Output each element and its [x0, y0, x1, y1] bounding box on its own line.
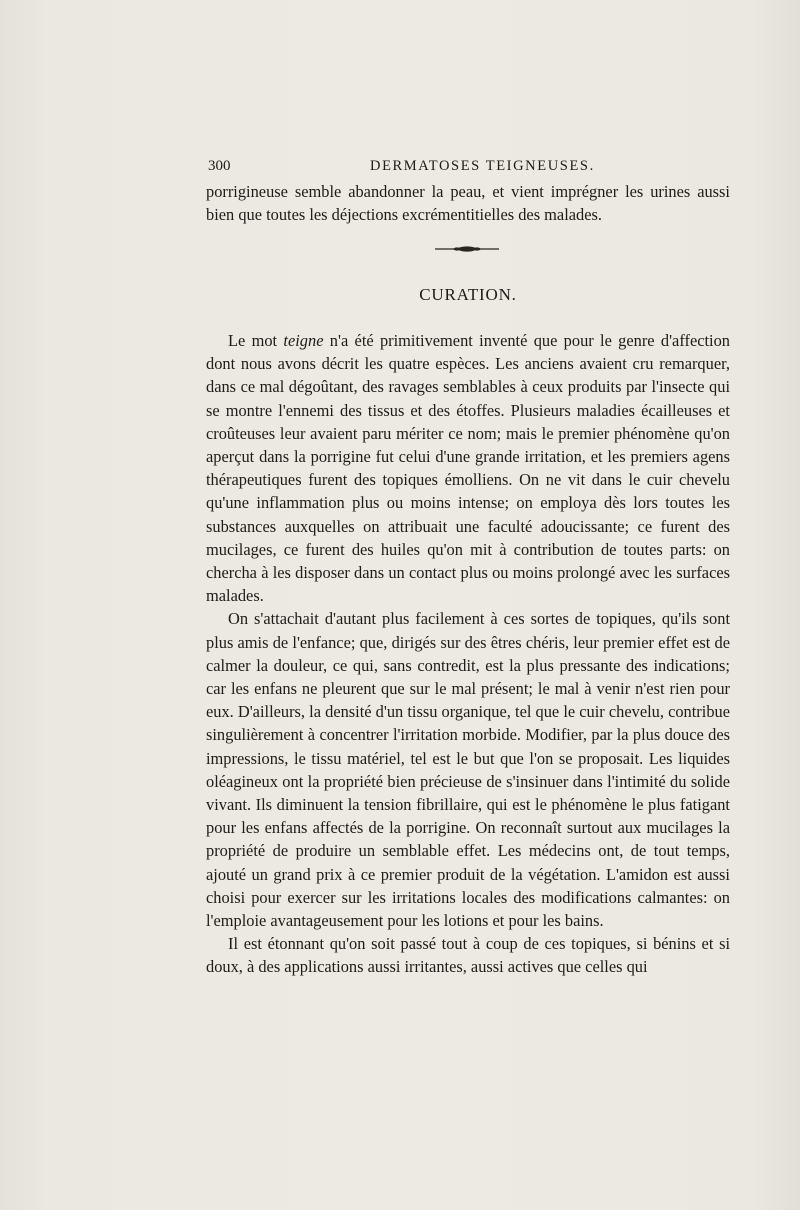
- paragraph-2: On s'attachait d'autant plus facilement à ces sortes de topiques, qu'ils sont plus amis de l'enfance; que, dirigés sur des êtres chéris, leur premier effet est de calmer la douleur, ce qui, sans contredit, est la plus pressante des indications; car les enfans ne pleurent que sur le mal présent; le mal à venir n'est rien pour eux. D'ailleurs, la densité d'un tissu organique, tel que le cuir chevelu, contribue singulièrement à concentrer l'irritation morbide. Modifier, par la plus douce des impressions, le tissu matériel, tel est le but que l'on se proposait. Les liquides oléagineux ont la propriété bien précieuse de s'insinuer dans l'intimité du solide vivant. Ils diminuent la tension fibrillaire, qui est le phénomène le plus fatigant pour les enfans affectés de la porrigine. On reconnaît surtout aux mucilages la propriété de produire un semblable effet. Les médecins ont, de tout temps, ajouté un grand prix à ce premier produit de la végétation. L'amidon est aussi choisi pour exercer sur les irritations locales des modifications calmantes: on l'emploie avantageusement pour les lotions et pour les bains.: [206, 609, 730, 931]
- ornamental-divider: [435, 244, 499, 254]
- running-head: DERMATOSES TEIGNEUSES.: [370, 158, 595, 174]
- paragraph-1-lead: Le mot: [228, 331, 284, 350]
- term-teigne: teigne: [283, 331, 324, 350]
- carryover-paragraph: porrigineuse semble abandonner la peau, et vient imprégner les urines aussi bien que toutes les déjections excrémentitielles des malades.: [206, 182, 730, 225]
- paragraph-1: [206, 329, 730, 607]
- paragraph-3: Il est étonnant qu'on soit passé tout à coup de ces topiques, si bénins et si doux, à des applications aussi irritantes, aussi actives que celles qui: [206, 934, 730, 977]
- section-title: CURATION.: [419, 285, 517, 304]
- page-number: 300: [208, 158, 231, 174]
- page-header: [208, 158, 736, 180]
- body-text: [206, 329, 730, 979]
- paragraph-1-rest: n'a été primitivement inventé que pour le genre d'affection dont nous avons décrit les quatre espèces. Les anciens avaient cru remarquer, dans ce mal dégoûtant, des ravages semblables à ceux produits par l'insecte qui se montre l'ennemi des tissus et des étoffes. Plusieurs maladies écailleuses et croûteuses leur avaient paru mériter ce nom; mais le premier phénomène qu'on aperçut dans la porrigine fut celui d'une grande irritation, et les premiers agens thérapeutiques furent des topiques émolliens. On ne vit dans le cuir chevelu qu'une inflammation plus ou moins intense; on employa dès lors toutes les substances auxquelles on attribuait une faculté adoucissante; ce furent des mucilages, ce furent des huiles qu'on mit à contribution de toutes parts: on chercha à les disposer dans un contact plus ou moins prolongé avec les surfaces malades.: [206, 331, 730, 606]
